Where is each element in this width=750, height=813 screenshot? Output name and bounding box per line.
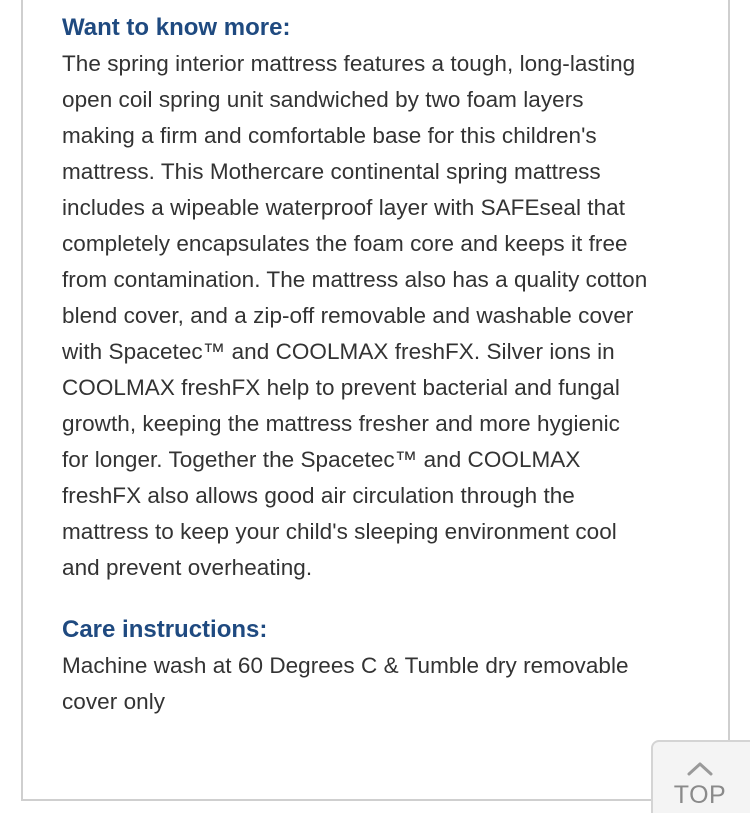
text-line: open coil spring unit sandwiched by two foam layers	[62, 87, 584, 112]
text-line: mattress to keep your child's sleeping environment cool	[62, 519, 617, 544]
care-paragraph	[62, 648, 692, 720]
text-line: blend cover, and a zip-off removable and washable cover	[62, 303, 634, 328]
section-care-instructions	[62, 612, 692, 720]
text-line: and prevent overheating.	[62, 555, 313, 580]
back-to-top-label: TOP	[673, 781, 727, 809]
text-line: COOLMAX freshFX help to prevent bacterial and fungal	[62, 375, 620, 400]
text-line: cover only	[62, 689, 166, 714]
section-heading: Care instructions:	[62, 616, 268, 643]
text-line: mattress. This Mothercare continental spring mattress	[62, 159, 601, 184]
text-line: includes a wipeable waterproof layer with SAFEseal that	[62, 195, 626, 220]
text-line: from contamination. The mattress also has a quality cotton	[62, 267, 648, 292]
section-want-to-know-more	[62, 10, 692, 586]
description-paragraph	[62, 46, 692, 586]
text-line: making a firm and comfortable base for this children's	[62, 123, 597, 148]
text-line: growth, keeping the mattress fresher and more hygienic	[62, 411, 620, 436]
back-to-top-button[interactable]	[651, 740, 750, 813]
text-line: with Spacetec™ and COOLMAX freshFX. Silver ions in	[62, 339, 615, 364]
text-line: Machine wash at 60 Degrees C & Tumble dry removable	[62, 653, 629, 678]
text-line: for longer. Together the Spacetec™ and COOLMAX	[62, 447, 581, 472]
text-line: freshFX also allows good air circulation through the	[62, 483, 575, 508]
text-line: The spring interior mattress features a tough, long-lasting	[62, 51, 636, 76]
section-spacer	[62, 586, 692, 612]
product-details-content	[62, 10, 692, 720]
chevron-up-icon	[687, 762, 713, 776]
text-line: completely encapsulates the foam core and keeps it free	[62, 231, 628, 256]
section-heading: Want to know more:	[62, 14, 291, 41]
